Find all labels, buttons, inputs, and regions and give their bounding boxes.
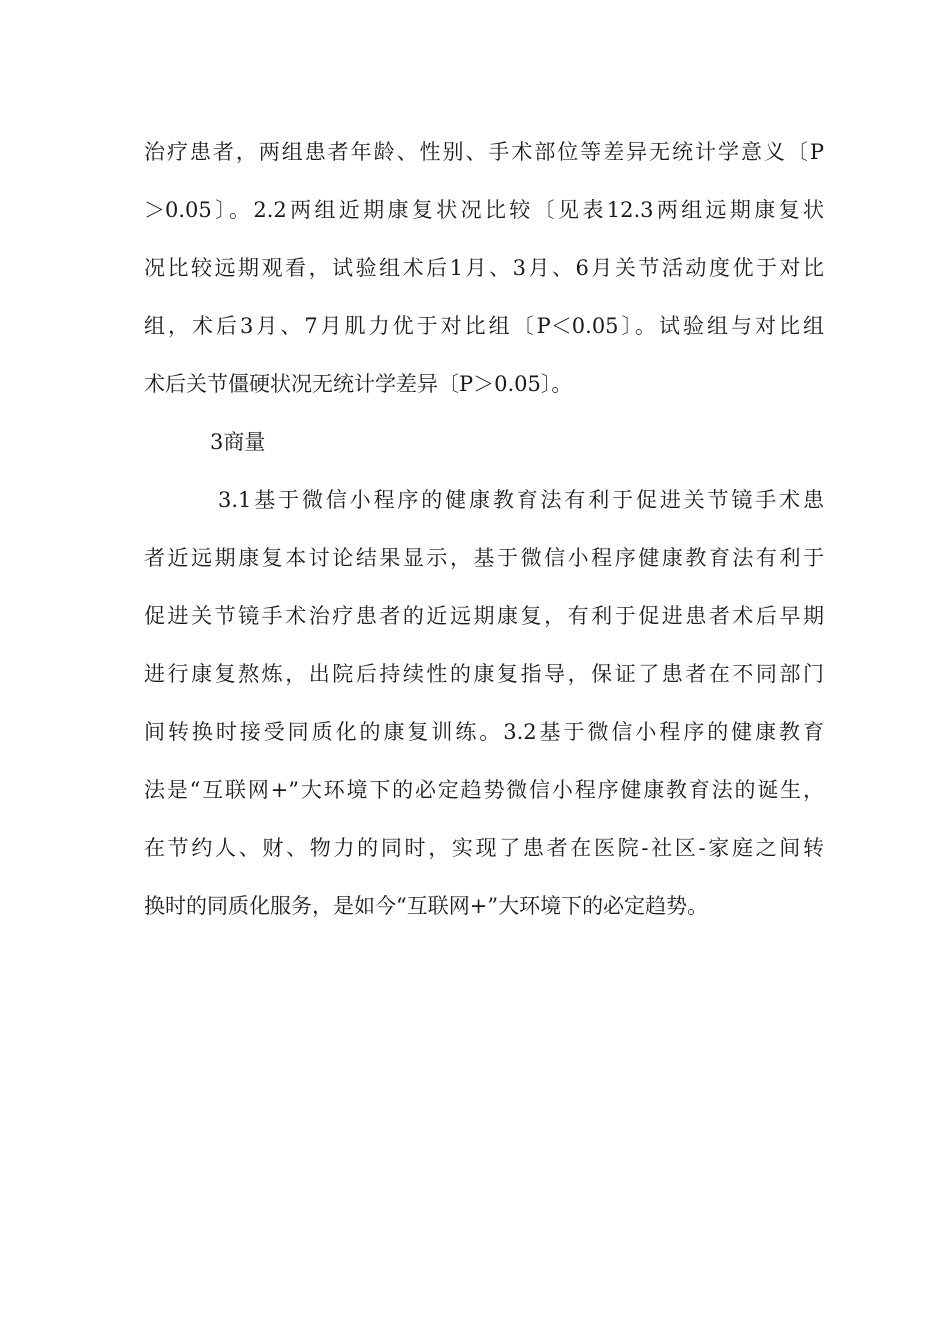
text-line: 换时的同质化服务，是如今“互联网+”大环境下的必定趋势。 <box>144 894 709 918</box>
text-line: 间转换时接受同质化的康复训练。3.2基于微信小程序的健康教育 <box>144 720 824 744</box>
text-line: 法是“互联网+”大环境下的必定趋势微信小程序健康教育法的诞生， <box>144 778 824 802</box>
text-line: 促进关节镜手术治疗患者的近远期康复，有利于促进患者术后早期 <box>144 604 824 628</box>
paragraph-results <box>144 123 824 935</box>
text-line: 术后关节僵硬状况无统计学差异〔P＞0.05〕。 <box>144 372 573 396</box>
text-line: 进行康复熬炼，出院后持续性的康复指导，保证了患者在不同部门 <box>144 662 824 686</box>
text-line: 者近远期康复本讨论结果显示，基于微信小程序健康教育法有利于 <box>144 546 824 570</box>
text-line: ＞0.05〕。2.2两组近期康复状况比较〔见表12.3两组远期康复状 <box>144 198 824 222</box>
text-line: 况比较远期观看，试验组术后1月、3月、6月关节活动度优于对比 <box>144 256 824 280</box>
text-line: 治疗患者，两组患者年龄、性别、手术部位等差异无统计学意义〔P <box>144 140 824 164</box>
text-line: 组，术后3月、7月肌力优于对比组〔P＜0.05〕。试验组与对比组 <box>144 314 824 338</box>
text-line: 3.1基于微信小程序的健康教育法有利于促进关节镜手术患 <box>218 488 824 512</box>
section-heading: 3商量 <box>210 430 266 454</box>
text-line: 在节约人、财、物力的同时，实现了患者在医院-社区-家庭之间转 <box>144 836 824 860</box>
